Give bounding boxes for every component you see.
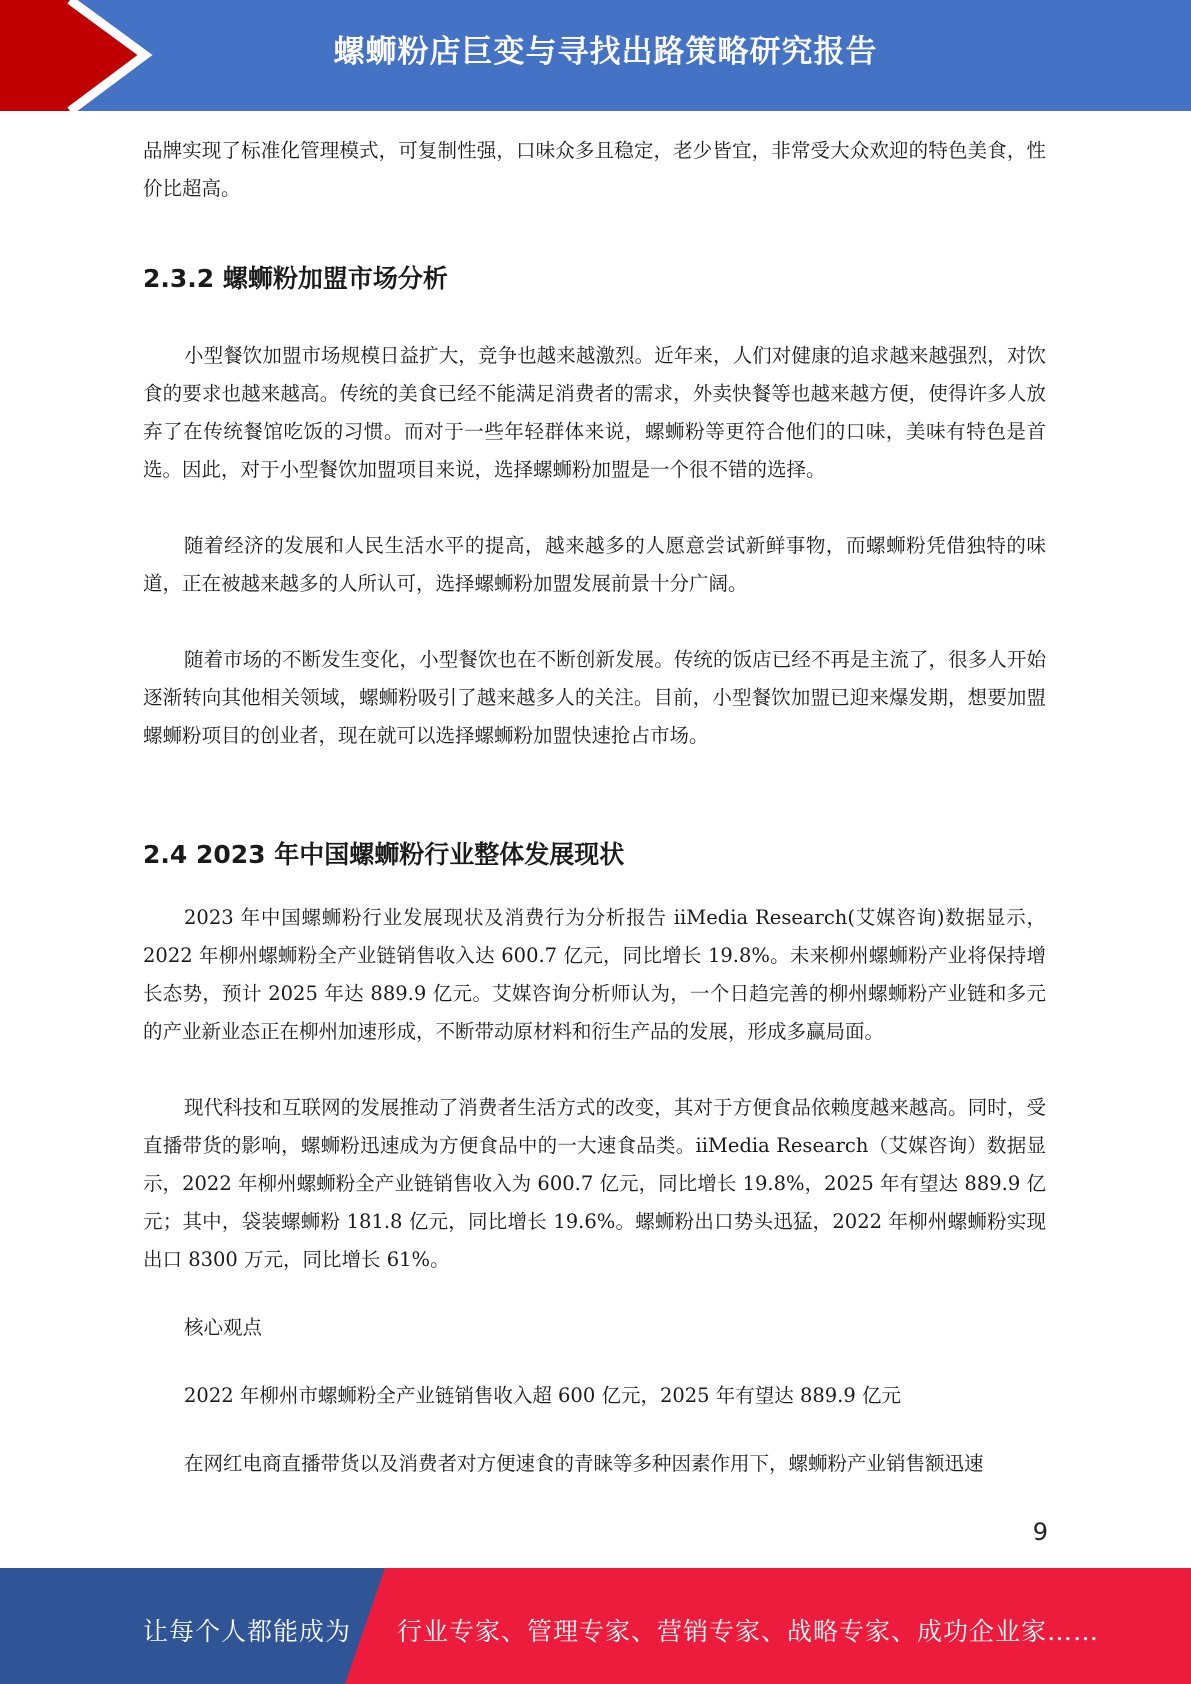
paragraph-industry-status: 2023 年中国螺蛳粉行业发展现状及消费行为分析报告 iiMedia Research(艾媒咨询)数据显示，2022 年柳州螺蛳粉全产业链销售收入达 600.7 亿元，同比增长 19.8%。未来柳州螺蛳粉产业将保持增长态势，预计 2025 年达 889.9 亿元。艾媒咨询分析师认为，一个日趋完善的柳州螺蛳粉产业链和多元的产业新业态正在柳州加速形成，不断带动原材料和衍生产品的发展，形成多赢局面。 xyxy=(143,906,1046,1043)
page-content xyxy=(143,132,1046,1483)
section-heading-2-3-2: 2.3.2 螺蛳粉加盟市场分析 xyxy=(143,264,448,293)
report-title: 螺蛳粉店巨变与寻找出路策略研究报告 xyxy=(333,34,878,70)
paragraph-development-prospect: 随着经济的发展和人民生活水平的提高，越来越多的人愿意尝试新鲜事物，而螺蛳粉凭借独特的味道，正在被越来越多的人所认可，选择螺蛳粉加盟发展前景十分广阔。 xyxy=(143,534,1046,595)
page-header xyxy=(0,0,1191,111)
paragraph-sales-growth: 在网红电商直播带货以及消费者对方便速食的青睐等多种因素作用下，螺蛳粉产业销售额迅速 xyxy=(184,1452,984,1475)
chevron-arrow-icon xyxy=(0,0,160,111)
paragraph-core-viewpoint: 核心观点 xyxy=(184,1316,263,1339)
paragraph-revenue-forecast: 2022 年柳州市螺蛳粉全产业链销售收入超 600 亿元，2025 年有望达 889.9 亿元 xyxy=(184,1384,901,1407)
section-heading-2-4: 2.4 2023 年中国螺蛳粉行业整体发展现状 xyxy=(143,840,625,869)
footer-slogan-right: 行业专家、管理专家、营销专家、战略专家、成功企业家…… xyxy=(397,1617,1100,1646)
footer-slogan-left: 让每个人都能成为 xyxy=(143,1617,352,1646)
page-number: 9 xyxy=(1032,1518,1048,1546)
page-footer xyxy=(0,1568,1191,1684)
paragraph-market-change: 随着市场的不断发生变化，小型餐饮也在不断创新发展。传统的饭店已经不再是主流了，很多人开始逐渐转向其他相关领域，螺蛳粉吸引了越来越多人的关注。目前，小型餐饮加盟已迎来爆发期，想要加盟螺蛳粉项目的创业者，现在就可以选择螺蛳粉加盟快速抢占市场。 xyxy=(143,648,1046,747)
paragraph-franchise-market: 小型餐饮加盟市场规模日益扩大，竞争也越来越激烈。近年来，人们对健康的追求越来越强烈，对饮食的要求也越来越高。传统的美食已经不能满足消费者的需求，外卖快餐等也越来越方便，使得许多人放弃了在传统餐馆吃饭的习惯。而对于一些年轻群体来说，螺蛳粉等更符合他们的口味，美味有特色是首选。因此，对于小型餐饮加盟项目来说，选择螺蛳粉加盟是一个很不错的选择。 xyxy=(143,344,1046,481)
paragraph-consumer-change: 现代科技和互联网的发展推动了消费者生活方式的改变，其对于方便食品依赖度越来越高。同时，受直播带货的影响，螺蛳粉迅速成为方便食品中的一大速食品类。iiMedia Research（艾媒咨询）数据显示，2022 年柳州螺蛳粉全产业链销售收入为 600.7 亿元，同比增长 19.8%，2025 年有望达 889.9 亿元；其中，袋装螺蛳粉 181.8 亿元，同比增长 19.6%。螺蛳粉出口势头迅猛，2022 年柳州螺蛳粉实现出口 8300 万元，同比增长 61%。 xyxy=(143,1096,1046,1271)
intro-paragraph: 品牌实现了标准化管理模式，可复制性强，口味众多且稳定，老少皆宜，非常受大众欢迎的特色美食，性价比超高。 xyxy=(143,139,1046,200)
